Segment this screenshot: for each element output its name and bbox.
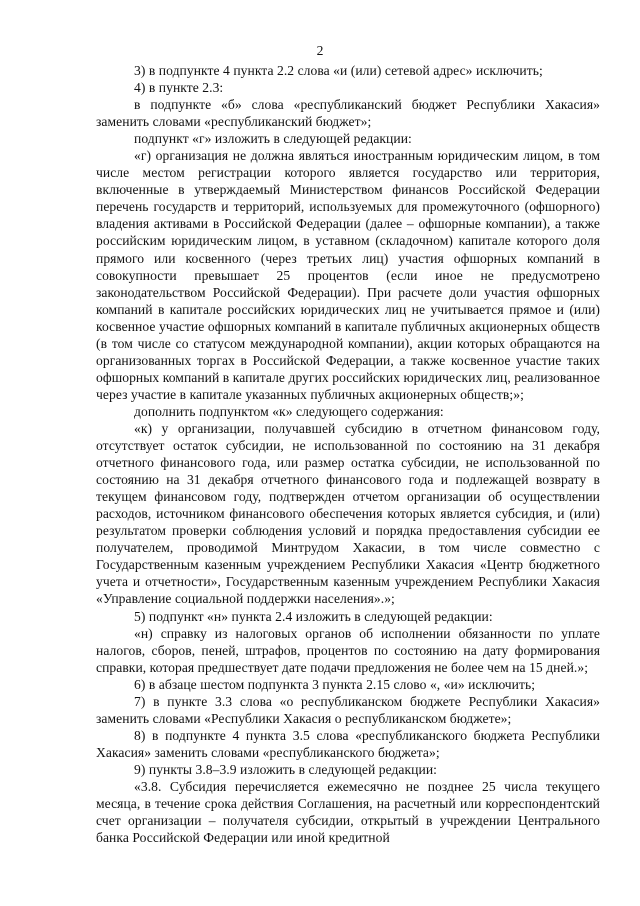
paragraph-item-3-8: «3.8. Субсидия перечисляется ежемесячно не позднее 25 числа текущего месяца, в течение срока действия Соглашения, на расчетный или корреспондентский счет организации – получателя субсидии, открытый в учреждении Центрального банка Российской Федерации или иной кредитной	[96, 778, 600, 846]
paragraph-amendment-4: 4) в пункте 2.3:	[134, 80, 224, 96]
paragraph-subitem-k-text: «к) у организации, получавшей субсидию в отчетном финансовом году, отсутствует остаток субсидии, не использованной по состоянию на 31 декабря отчетного финансового года, или размер остатка субсидии, не использованной по состоянию на 31 декабря отчетного финансового года и подлежащей возврату в текущем финансовом году, подтвержден отчетом организации об осуществлении расходов, источником финансового обеспечения которых является субсидия, и (или) результатом проверки соблюдения условий и порядка предоставления субсидии ее получателем, проводимой Минтрудом Хакасии, в том числе совместно с Государственным казенным учреждением Республики Хакасия «Центр бюджетного учета и отчетности», Государственным казенным учреждением Республики Хакасия «Управление социальной поддержки населения».»;	[96, 420, 600, 607]
paragraph-amendment-8: 8) в подпункте 4 пункта 3.5 слова «республиканского бюджета Республики Хакасия» заменить словами «республиканского бюджета»;	[96, 727, 600, 760]
paragraph-subitem-b: в подпункте «б» слова «республиканский бюджет Республики Хакасия» заменить словами «республиканский бюджет»;	[96, 97, 600, 130]
paragraph-subitem-k-intro: дополнить подпунктом «к» следующего содержания:	[134, 403, 444, 419]
paragraph-subitem-g-intro: подпункт «г» изложить в следующей редакции:	[134, 131, 412, 147]
paragraph-amendment-5: 5) подпункт «н» пункта 2.4 изложить в следующей редакции:	[134, 608, 493, 624]
paragraph-amendment-6: 6) в абзаце шестом подпункта 3 пункта 2.15 слово «, «и» исключить;	[134, 676, 536, 692]
paragraph-subitem-g-text: «г) организация не должна являться иностранным юридическим лицом, в том числе местом регистрации которого является государство или территория, включенные в утверждаемый Министерством финансов Российской Федерации перечень государств и территорий, используемых для промежуточного (офшорного) владения активами в Российской Федерации (далее – офшорные компании), а также российским юридическим лицом, в уставном (складочном) капитале которого доля прямого или косвенного (через третьих лиц) участия офшорных компаний в совокупности превышает 25 процентов (если иное не предусмотрено законодательством Российской Федерации). При расчете доли участия офшорных компаний в капитале российских юридических лиц не учитывается прямое и (или) косвенное участие офшорных компаний в капитале публичных акционерных обществ (в том числе со статусом международной компании), акции которых обращаются на организованных торгах в Российской Федерации, а также косвенное участие таких офшорных компаний в капитале других российских юридических лиц, реализованное через участие в капитале указанных публичных акционерных обществ;»;	[96, 148, 600, 402]
page-number: 2	[316, 43, 324, 58]
paragraph-subitem-n-text: «н) справку из налоговых органов об исполнении обязанности по уплате налогов, сборов, пеней, штрафов, процентов по состоянию на дату формирования справки, которая предшествует дате подачи предложения не более чем на 15 дней.»;	[96, 625, 600, 675]
document-body	[96, 62, 600, 846]
paragraph-amendment-9: 9) пункты 3.8–3.9 изложить в следующей редакции:	[134, 761, 437, 777]
paragraph-amendment-3: 3) в подпункте 4 пункта 2.2 слова «и (или) сетевой адрес» исключить;	[134, 63, 543, 78]
paragraph-amendment-7: 7) в пункте 3.3 слова «о республиканском бюджете Республики Хакасия» заменить словами «Республики Хакасия о республиканском бюджете»;	[96, 693, 600, 726]
